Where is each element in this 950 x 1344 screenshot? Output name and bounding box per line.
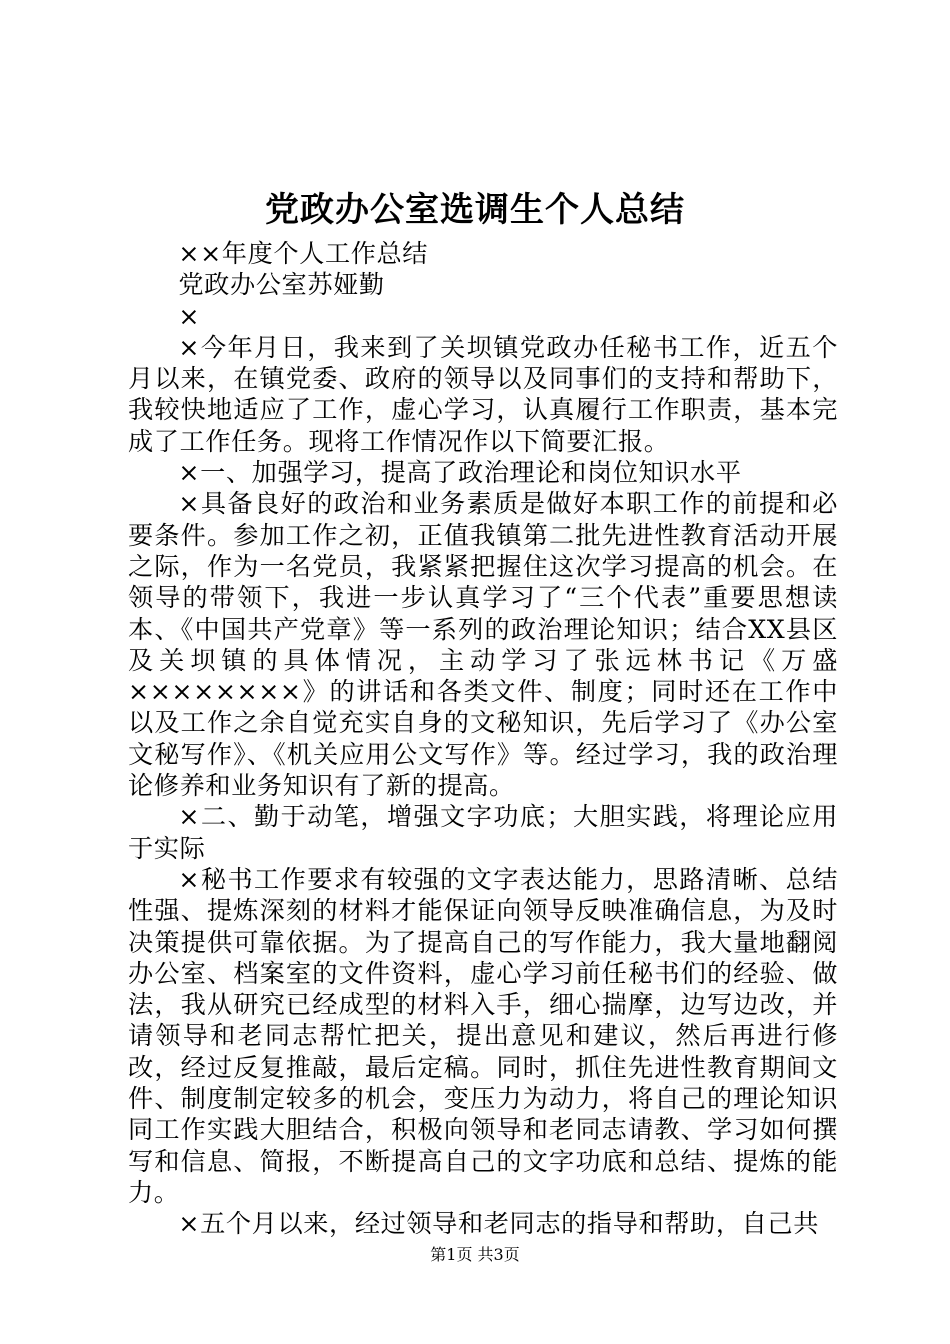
body-paragraph: 党政办公室苏娅勤 — [178, 270, 385, 300]
body-paragraph: ×秘书工作要求有较强的文字表达能力，思路清晰、总结性强、提炼深刻的材料才能保证向领导反映准确信息，为及时决策提供可靠依据。为了提高自己的写作能力，我大量地翻阅办公室、档案室的文件资料，虚心学习前任秘书们的经验、做法，我从研究已经成型的材料入手，细心揣摩，边写边改，并请领导和老同志帮忙把关，提出意见和建议，然后再进行修改，经过反复推敲，最后定稿。同时，抓住先进性教育期间文件、制度制定较多的机会，变压力为动力，将自己的理论知识同工作实践大胆结合，积极向领导和老同志请教、学习如何撰写和信息、简报，不断提高自己的文字功底和总结、提炼的能力。 — [128, 864, 838, 1207]
body-paragraph: ×具备良好的政治和业务素质是做好本职工作的前提和必要条件。参加工作之初，正值我镇第二批先进性教育活动开展之际，作为一名党员，我紧紧把握住这次学习提高的机会。在领导的带领下，我进一步认真学习了“三个代表”重要思想读本、《中国共产党章》等一系列的政治理论知识；结合XX县区及关坝镇的具体情况，主动学习了张远林书记《万盛××××××××》的讲话和各类文件、制度；同时还在工作中以及工作之余自觉充实自身的文秘知识，先后学习了《办公室文秘写作》、《机关应用公文写作》等。经过学习，我的政治理论修养和业务知识有了新的提高。 — [128, 489, 838, 801]
document-body — [128, 238, 838, 1240]
section-heading: ×二、勤于动笔，增强文字功底；大胆实践，将理论应用于实际 — [128, 802, 838, 863]
document-title: 党政办公室选调生个人总结 — [265, 190, 685, 230]
body-paragraph: ×今年月日，我来到了关坝镇党政办任秘书工作，近五个月以来，在镇党委、政府的领导以及同事们的支持和帮助下，我较快地适应了工作，虚心学习，认真履行工作职责，基本完成了工作任务。现将工作情况作以下简要汇报。 — [128, 332, 838, 456]
body-paragraph: ×五个月以来，经过领导和老同志的指导和帮助，自己共 — [178, 1209, 819, 1239]
section-heading: ×一、加强学习，提高了政治理论和岗位知识水平 — [178, 458, 742, 488]
body-paragraph: × — [178, 301, 201, 331]
page-indicator: 第1页 共3页 — [430, 1245, 520, 1264]
body-paragraph: ××年度个人工作总结 — [178, 239, 429, 268]
